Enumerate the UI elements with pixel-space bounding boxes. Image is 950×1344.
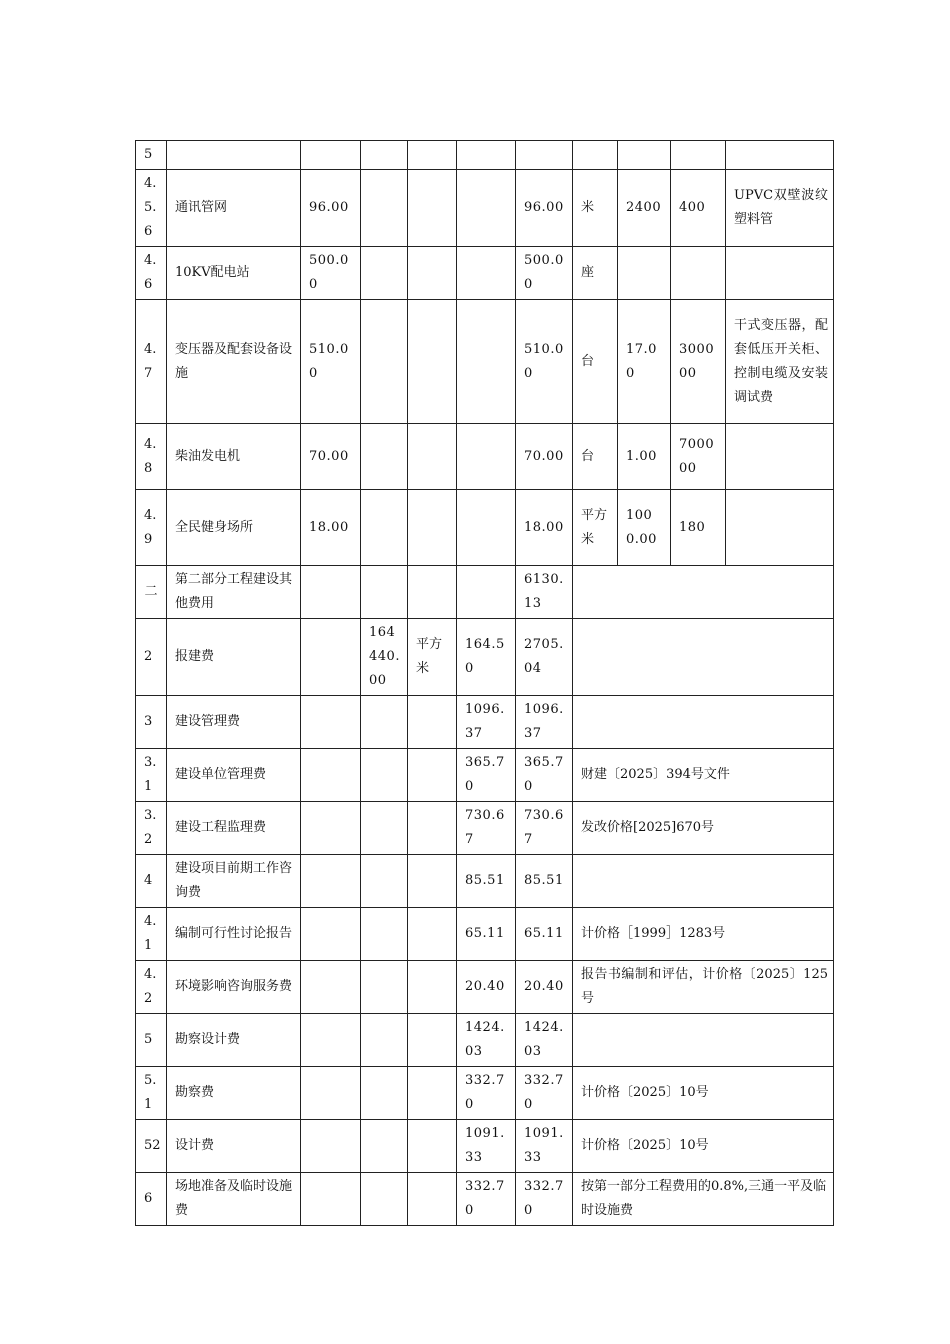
construction-cost: 510.00 xyxy=(301,300,361,424)
installation-cost xyxy=(408,802,457,855)
equipment-cost xyxy=(361,424,408,490)
remark xyxy=(726,424,834,490)
total-cost: 730.67 xyxy=(516,802,573,855)
remark: UPVC双壁波纹塑料管 xyxy=(726,170,834,247)
remark xyxy=(726,141,834,170)
total-cost: 332.70 xyxy=(516,1173,573,1226)
remark: 财建〔2025〕394号文件 xyxy=(573,749,834,802)
total-cost: 1096.37 xyxy=(516,696,573,749)
installation-cost xyxy=(408,1120,457,1173)
item-name: 勘察设计费 xyxy=(167,1014,301,1067)
item-name: 通讯管网 xyxy=(167,170,301,247)
quantity: 17.00 xyxy=(618,300,671,424)
total-cost: 85.51 xyxy=(516,855,573,908)
other-cost xyxy=(457,247,516,300)
unit: 台 xyxy=(573,424,618,490)
equipment-cost xyxy=(361,802,408,855)
construction-cost: 500.00 xyxy=(301,247,361,300)
other-cost: 332.70 xyxy=(457,1067,516,1120)
total-cost xyxy=(516,141,573,170)
item-name: 环境影响咨询服务费 xyxy=(167,961,301,1014)
construction-cost xyxy=(301,566,361,619)
other-cost: 730.67 xyxy=(457,802,516,855)
remark xyxy=(573,566,834,619)
equipment-cost xyxy=(361,749,408,802)
remark: 计价格〔2025〕10号 xyxy=(573,1067,834,1120)
total-cost: 500.00 xyxy=(516,247,573,300)
unit-price xyxy=(671,141,726,170)
installation-cost xyxy=(408,1067,457,1120)
remark: 计价格［1999］1283号 xyxy=(573,908,834,961)
other-cost: 20.40 xyxy=(457,961,516,1014)
row-number: 4.7 xyxy=(136,300,167,424)
cost-estimate-table xyxy=(135,140,834,1226)
unit-price: 700000 xyxy=(671,424,726,490)
other-cost xyxy=(457,490,516,566)
remark: 发改价格[2025]670号 xyxy=(573,802,834,855)
table-row xyxy=(136,424,834,490)
row-number: 3 xyxy=(136,696,167,749)
table-row xyxy=(136,566,834,619)
construction-cost: 96.00 xyxy=(301,170,361,247)
unit: 米 xyxy=(573,170,618,247)
equipment-cost xyxy=(361,141,408,170)
construction-cost xyxy=(301,141,361,170)
row-number: 4 xyxy=(136,855,167,908)
other-cost xyxy=(457,141,516,170)
remark: 干式变压器，配套低压开关柜、控制电缆及安装调试费 xyxy=(726,300,834,424)
item-name: 勘察费 xyxy=(167,1067,301,1120)
table-row xyxy=(136,802,834,855)
equipment-cost xyxy=(361,855,408,908)
unit: 座 xyxy=(573,247,618,300)
total-cost: 20.40 xyxy=(516,961,573,1014)
row-number: 4.2 xyxy=(136,961,167,1014)
installation-cost xyxy=(408,300,457,424)
equipment-cost xyxy=(361,1014,408,1067)
unit-price: 300000 xyxy=(671,300,726,424)
equipment-cost xyxy=(361,247,408,300)
other-cost: 65.11 xyxy=(457,908,516,961)
equipment-cost xyxy=(361,1120,408,1173)
row-number: 4.6 xyxy=(136,247,167,300)
table-row xyxy=(136,619,834,696)
building-area: 164440.00 xyxy=(361,619,408,696)
construction-cost xyxy=(301,1173,361,1226)
unit xyxy=(573,141,618,170)
table-row xyxy=(136,1173,834,1226)
item-name: 设计费 xyxy=(167,1120,301,1173)
construction-cost xyxy=(301,855,361,908)
other-cost xyxy=(457,424,516,490)
table-row xyxy=(136,855,834,908)
remark: 计价格〔2025〕10号 xyxy=(573,1120,834,1173)
row-number: 4.9 xyxy=(136,490,167,566)
row-number: 2 xyxy=(136,619,167,696)
table-row xyxy=(136,1014,834,1067)
unit-price: 400 xyxy=(671,170,726,247)
remark xyxy=(573,855,834,908)
unit: 台 xyxy=(573,300,618,424)
construction-cost xyxy=(301,1120,361,1173)
equipment-cost xyxy=(361,908,408,961)
total-cost: 510.00 xyxy=(516,300,573,424)
row-number: 3.1 xyxy=(136,749,167,802)
item-name: 建设管理费 xyxy=(167,696,301,749)
construction-cost xyxy=(301,908,361,961)
construction-cost: 18.00 xyxy=(301,490,361,566)
construction-cost xyxy=(301,1067,361,1120)
total-cost: 96.00 xyxy=(516,170,573,247)
total-cost: 1424.03 xyxy=(516,1014,573,1067)
remark: 报告书编制和评估，计价格〔2025〕125号 xyxy=(573,961,834,1014)
other-cost xyxy=(457,300,516,424)
table-row xyxy=(136,490,834,566)
installation-cost xyxy=(408,961,457,1014)
row-number: 3.2 xyxy=(136,802,167,855)
rate: 164.50 xyxy=(457,619,516,696)
table-row xyxy=(136,300,834,424)
row-number: 4.1 xyxy=(136,908,167,961)
unit-price: 180 xyxy=(671,490,726,566)
item-name: 建设工程监理费 xyxy=(167,802,301,855)
other-cost: 85.51 xyxy=(457,855,516,908)
total-cost: 65.11 xyxy=(516,908,573,961)
table-row xyxy=(136,696,834,749)
equipment-cost xyxy=(361,170,408,247)
remark xyxy=(573,1014,834,1067)
item-name: 场地准备及临时设施费 xyxy=(167,1173,301,1226)
item-name: 柴油发电机 xyxy=(167,424,301,490)
other-cost: 332.70 xyxy=(457,1173,516,1226)
row-number: 5 xyxy=(136,141,167,170)
installation-cost xyxy=(408,490,457,566)
total-cost: 2705.04 xyxy=(516,619,573,696)
table-row xyxy=(136,908,834,961)
table-row xyxy=(136,749,834,802)
installation-cost xyxy=(408,908,457,961)
other-cost: 1096.37 xyxy=(457,696,516,749)
quantity: 1000.00 xyxy=(618,490,671,566)
unit: 平方米 xyxy=(573,490,618,566)
construction-cost xyxy=(301,749,361,802)
item-name: 建设单位管理费 xyxy=(167,749,301,802)
installation-cost xyxy=(408,855,457,908)
equipment-cost xyxy=(361,490,408,566)
row-number: 二 xyxy=(136,566,167,619)
quantity xyxy=(618,141,671,170)
table-row xyxy=(136,961,834,1014)
installation-cost xyxy=(408,424,457,490)
item-name: 10KV配电站 xyxy=(167,247,301,300)
equipment-cost xyxy=(361,961,408,1014)
equipment-cost xyxy=(361,696,408,749)
installation-cost xyxy=(408,1014,457,1067)
other-cost: 1091.33 xyxy=(457,1120,516,1173)
installation-cost xyxy=(408,141,457,170)
other-cost: 1424.03 xyxy=(457,1014,516,1067)
installation-cost xyxy=(408,1173,457,1226)
total-cost: 6130.13 xyxy=(516,566,573,619)
table-row xyxy=(136,170,834,247)
other-cost: 365.70 xyxy=(457,749,516,802)
total-cost: 70.00 xyxy=(516,424,573,490)
total-cost: 332.70 xyxy=(516,1067,573,1120)
construction-cost xyxy=(301,961,361,1014)
row-number: 4.8 xyxy=(136,424,167,490)
table-row xyxy=(136,141,834,170)
row-number: 6 xyxy=(136,1173,167,1226)
construction-cost xyxy=(301,1014,361,1067)
area-unit: 平方米 xyxy=(408,619,457,696)
item-name: 建设项目前期工作咨询费 xyxy=(167,855,301,908)
other-cost xyxy=(457,566,516,619)
remark xyxy=(573,619,834,696)
quantity: 1.00 xyxy=(618,424,671,490)
remark: 按第一部分工程费用的0.8%,三通一平及临时设施费 xyxy=(573,1173,834,1226)
row-number: 5.1 xyxy=(136,1067,167,1120)
installation-cost xyxy=(408,247,457,300)
total-cost: 1091.33 xyxy=(516,1120,573,1173)
row-number: 4.5.6 xyxy=(136,170,167,247)
item-name: 全民健身场所 xyxy=(167,490,301,566)
equipment-cost xyxy=(361,1067,408,1120)
item-name: 变压器及配套设备设施 xyxy=(167,300,301,424)
installation-cost xyxy=(408,749,457,802)
construction-cost xyxy=(301,619,361,696)
remark xyxy=(573,696,834,749)
quantity: 2400 xyxy=(618,170,671,247)
installation-cost xyxy=(408,170,457,247)
unit-price xyxy=(671,247,726,300)
item-name: 报建费 xyxy=(167,619,301,696)
other-cost xyxy=(457,170,516,247)
row-number: 52 xyxy=(136,1120,167,1173)
equipment-cost xyxy=(361,566,408,619)
total-cost: 365.70 xyxy=(516,749,573,802)
equipment-cost xyxy=(361,1173,408,1226)
item-name: 编制可行性讨论报告 xyxy=(167,908,301,961)
table-row xyxy=(136,247,834,300)
construction-cost: 70.00 xyxy=(301,424,361,490)
equipment-cost xyxy=(361,300,408,424)
item-name: 第二部分工程建设其他费用 xyxy=(167,566,301,619)
item-name xyxy=(167,141,301,170)
total-cost: 18.00 xyxy=(516,490,573,566)
quantity xyxy=(618,247,671,300)
remark xyxy=(726,490,834,566)
remark xyxy=(726,247,834,300)
table-row xyxy=(136,1120,834,1173)
construction-cost xyxy=(301,696,361,749)
row-number: 5 xyxy=(136,1014,167,1067)
table-row xyxy=(136,1067,834,1120)
construction-cost xyxy=(301,802,361,855)
installation-cost xyxy=(408,696,457,749)
installation-cost xyxy=(408,566,457,619)
